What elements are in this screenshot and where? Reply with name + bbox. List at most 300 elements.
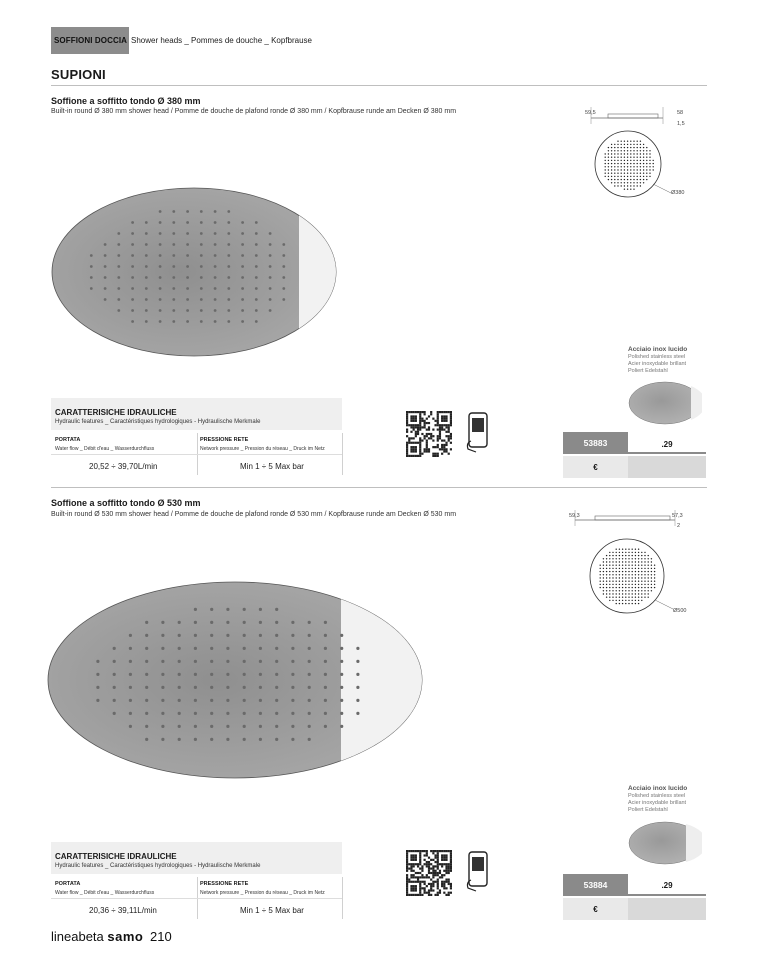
nozzle-dot [241,298,244,301]
qr-module [432,850,434,852]
qr-module [413,450,415,452]
qr-module [417,442,419,444]
qr-module [419,850,421,852]
nozzle-dot [612,571,613,572]
qr-module [419,892,421,894]
nozzle-dot [603,584,604,585]
qr-module [432,446,434,448]
nozzle-dot [275,699,278,702]
qr-module [417,429,419,431]
nozzle-dot [117,232,120,235]
nozzle-dot [621,160,622,161]
nozzle-dot [159,243,162,246]
qr-module [428,422,430,424]
nozzle-dot [194,608,197,611]
nozzle-dot [638,584,639,585]
qr-module [450,413,452,415]
nozzle-dot [356,660,359,663]
nozzle-dot [269,254,272,257]
nozzle-dot [600,565,601,566]
nozzle-dot [635,549,636,550]
qr-module [445,442,447,444]
qr-module [430,885,432,887]
nozzle-dot [611,160,612,161]
qr-module [408,868,410,870]
nozzle-dot [241,320,244,323]
nozzle-dot [638,571,639,572]
nozzle-dot [324,699,327,702]
qr-module [428,450,430,452]
qr-module [410,854,412,856]
qr-module [417,863,419,865]
nozzle-dot [637,176,638,177]
qr-module [424,889,426,891]
qr-module [415,881,417,883]
qr-module [406,876,408,878]
qr-module [406,870,408,872]
finish-title: Acciaio inox lucido [628,785,688,792]
qr-module [437,872,439,874]
nozzle-dot [643,163,644,164]
qr-module [413,887,415,889]
finish-line: Acier inoxydable brillant [628,800,687,806]
nozzle-dot [649,166,650,167]
nozzle-dot [194,673,197,676]
nozzle-dot [648,555,649,556]
nozzle-dot [178,738,181,741]
qr-module [415,857,417,859]
qr-module [441,883,443,885]
qr-module [428,415,430,417]
nozzle-dot [648,565,649,566]
qr-module [424,413,426,415]
nozzle-dot [643,160,644,161]
qr-module [413,859,415,861]
nozzle-dot [640,173,641,174]
nozzle-dot [637,185,638,186]
nozzle-dot [161,686,164,689]
nozzle-dot [243,699,246,702]
nozzle-dot [619,581,620,582]
nozzle-dot [651,574,652,575]
nozzle-dot [161,634,164,637]
footer-brand [51,929,172,944]
qr-module [428,868,430,870]
qr-module [419,887,421,889]
nozzle-dot [214,287,217,290]
qr-module [441,453,443,455]
qr-module [419,437,421,439]
nozzle-dot [227,309,230,312]
nozzle-dot [638,603,639,604]
nozzle-dot [104,276,107,279]
qr-module [441,881,443,883]
qr-module [437,446,439,448]
row-divider [51,454,342,455]
qr-module [415,450,417,452]
qr-module [434,453,436,455]
qr-module [432,859,434,861]
qr-module [441,446,443,448]
nozzle-dot [621,157,622,158]
nozzle-dot [609,565,610,566]
nozzle-dot [614,157,615,158]
nozzle-dot [340,647,343,650]
nozzle-dot [145,254,148,257]
dim-diameter: Ø500 [673,608,687,614]
qr-module [413,894,415,896]
qr-module [410,420,412,422]
nozzle-dot [614,160,615,161]
qr-module [450,870,452,872]
nozzle-dot [624,173,625,174]
qr-module [426,854,428,856]
nozzle-dot [635,600,636,601]
qr-code[interactable] [406,411,452,457]
nozzle-dot [614,182,615,183]
nozzle-dot [611,144,612,145]
dim-small: 2 [677,523,681,529]
product-photo [51,187,337,357]
nozzle-dot [605,169,606,170]
nozzle-dot [649,157,650,158]
nozzle-dot [324,621,327,624]
qr-module [443,850,445,852]
nozzle-dot [200,232,203,235]
nozzle-dot [356,699,359,702]
qr-module [439,411,441,413]
nozzle-dot [210,699,213,702]
nozzle-dot [308,634,311,637]
nozzle-dot [651,571,652,572]
nozzle-dot [624,153,625,154]
qr-module [410,448,412,450]
nozzle-dot [627,179,628,180]
qr-module [410,868,412,870]
qr-module [441,874,443,876]
nozzle-dot [635,587,636,588]
nozzle-dot [609,597,610,598]
nozzle-dot [612,587,613,588]
qr-module [437,411,439,413]
qr-module [432,872,434,874]
nozzle-dot [606,574,607,575]
nozzle-dot [638,552,639,553]
qr-module [445,863,447,865]
nozzle-dot [632,549,633,550]
nozzle-dot [227,221,230,224]
nozzle-dot [630,160,631,161]
qr-module [437,435,439,437]
qr-module [445,894,447,896]
nozzle-dot [632,603,633,604]
qr-module [443,415,445,417]
qr-module [426,433,428,435]
nozzle-dot [654,587,655,588]
nozzle-dot [632,555,633,556]
nozzle-dot [172,298,175,301]
nozzle-dot [641,571,642,572]
nozzle-dot [622,603,623,604]
nozzle-dot [627,141,628,142]
nozzle-dot [654,584,655,585]
nozzle-dot [612,581,613,582]
nozzle-dot [227,210,230,213]
nozzle-dot [621,173,622,174]
nozzle-dot [291,634,294,637]
nozzle-dot [621,150,622,151]
nozzle-dot [648,568,649,569]
nozzle-dot [628,600,629,601]
qr-module [410,885,412,887]
qr-code[interactable] [406,850,452,896]
nozzle-dot [194,634,197,637]
qr-module [426,446,428,448]
nozzle-dot [226,621,229,624]
nozzle-dot [627,150,628,151]
features-subtitle: Hydraulic features _ Caractéristiques hydrologiques - Hydraulische Merkmale [55,419,261,425]
qr-module [450,857,452,859]
nozzle-dot [131,221,134,224]
qr-module [437,437,439,439]
nozzle-dot [616,558,617,559]
qr-module [410,415,412,417]
qr-module [439,431,441,433]
nozzle-dot [129,634,132,637]
nozzle-dot [200,210,203,213]
pressure-sub: Network pressure _ Pression du réseau _ Druck im Netz [200,890,325,896]
nozzle-dot [640,157,641,158]
nozzle-dot [632,568,633,569]
nozzle-dot [96,660,99,663]
nozzle-dot [625,603,626,604]
nozzle-dot [186,221,189,224]
qr-module [437,453,439,455]
nozzle-dot [637,173,638,174]
qr-module [415,446,417,448]
nozzle-dot [621,179,622,180]
nozzle-dot [275,712,278,715]
nozzle-dot [129,660,132,663]
qr-module [432,874,434,876]
nozzle-dot [638,558,639,559]
nozzle-dot [622,581,623,582]
nozzle-dot [186,320,189,323]
qr-module [428,883,430,885]
nozzle-dot [635,571,636,572]
qr-module [443,883,445,885]
qr-module [426,863,428,865]
nozzle-dot [308,699,311,702]
nozzle-dot [638,590,639,591]
qr-module [410,431,412,433]
nozzle-dot [640,147,641,148]
qr-module [439,433,441,435]
qr-module [419,861,421,863]
nozzle-dot [131,320,134,323]
qr-module [417,876,419,878]
nozzle-dot [129,673,132,676]
qr-module [443,854,445,856]
nozzle-dot [243,738,246,741]
nozzle-dot [646,157,647,158]
nozzle-dot [145,699,148,702]
qr-module [426,422,428,424]
qr-module [445,420,447,422]
nozzle-dot [617,176,618,177]
nozzle-dot [608,176,609,177]
qr-module [450,433,452,435]
nozzle-dot [617,166,618,167]
nozzle-dot [644,577,645,578]
qr-module [439,424,441,426]
qr-module [417,433,419,435]
qr-module [413,424,415,426]
qr-module [432,865,434,867]
qr-module [428,448,430,450]
nozzle-dot [227,320,230,323]
nozzle-dot [214,265,217,268]
nozzle-dot [622,590,623,591]
nozzle-dot [226,738,229,741]
qr-module [408,439,410,441]
nozzle-dot [243,608,246,611]
nozzle-dot [324,686,327,689]
nozzle-dot [616,577,617,578]
nozzle-dot [275,738,278,741]
qr-module [424,881,426,883]
qr-module [408,881,410,883]
qr-module [415,418,417,420]
nozzle-dot [641,552,642,553]
nozzle-dot [291,673,294,676]
nozzle-dot [632,571,633,572]
qr-module [450,854,452,856]
nozzle-dot [627,189,628,190]
qr-module [421,850,423,852]
nozzle-dot [624,157,625,158]
qr-module [413,446,415,448]
nozzle-dot [282,298,285,301]
category-label: SOFFIONI DOCCIA [54,36,128,45]
nozzle-dot [635,552,636,553]
nozzle-dot [622,593,623,594]
qr-module [448,868,450,870]
nozzle-dot [255,265,258,268]
nozzle-dot [624,160,625,161]
nozzle-dot [609,577,610,578]
nozzle-dot [611,179,612,180]
nozzle-dot [632,552,633,553]
nozzle-dot [651,565,652,566]
nozzle-dot [269,287,272,290]
nozzle-dot [628,571,629,572]
nozzle-dot [654,568,655,569]
qr-module [406,442,408,444]
qr-module [424,859,426,861]
nozzle-dot [259,660,262,663]
qr-module [437,424,439,426]
qr-module [410,442,412,444]
nozzle-dot [653,160,654,161]
nozzle-dot [630,185,631,186]
nozzle-dot [633,176,634,177]
nozzle-dot [612,555,613,556]
nozzle-dot [608,173,609,174]
nozzle-dot [649,169,650,170]
nozzle-dot [640,153,641,154]
qr-module [421,420,423,422]
nozzle-dot [612,561,613,562]
nozzle-dot [603,587,604,588]
nozzle-dot [635,555,636,556]
nozzle-dot [644,584,645,585]
finish-line: Acier inoxydable brillant [628,361,687,367]
nozzle-dot [632,584,633,585]
qr-module [426,852,428,854]
nozzle-dot [603,568,604,569]
nozzle-dot [90,287,93,290]
nozzle-dot [651,587,652,588]
nozzle-dot [243,647,246,650]
nozzle-dot [644,565,645,566]
nozzle-dot [621,144,622,145]
nozzle-dot [104,254,107,257]
nozzle-dot [104,265,107,268]
qr-module [439,448,441,450]
nozzle-dot [210,686,213,689]
qr-module [450,868,452,870]
qr-module [450,418,452,420]
qr-module [443,881,445,883]
nozzle-dot [259,738,262,741]
nozzle-dot [172,287,175,290]
qr-module [428,429,430,431]
nozzle-dot [227,232,230,235]
qr-module [415,850,417,852]
qr-module [413,455,415,457]
nozzle-dot [324,712,327,715]
nozzle-dot [600,577,601,578]
nozzle-dot [308,621,311,624]
nozzle-dot [646,163,647,164]
qr-module [443,870,445,872]
nozzle-dot [617,163,618,164]
qr-module [437,878,439,880]
qr-module [445,411,447,413]
nozzle-dot [117,254,120,257]
nozzle-dot [640,160,641,161]
nozzle-dot [635,574,636,575]
nozzle-dot [648,571,649,572]
nozzle-dot [628,587,629,588]
nozzle-dot [628,555,629,556]
qr-module [434,857,436,859]
qr-module [421,418,423,420]
nozzle-dot [628,577,629,578]
nozzle-dot [643,157,644,158]
nozzle-dot [226,647,229,650]
nozzle-dot [200,221,203,224]
qr-module [413,415,415,417]
nozzle-dot [637,150,638,151]
nozzle-dot [648,584,649,585]
nozzle-dot [612,565,613,566]
qr-module [428,894,430,896]
qr-module [441,424,443,426]
nozzle-dot [113,712,116,715]
qr-module [410,865,412,867]
